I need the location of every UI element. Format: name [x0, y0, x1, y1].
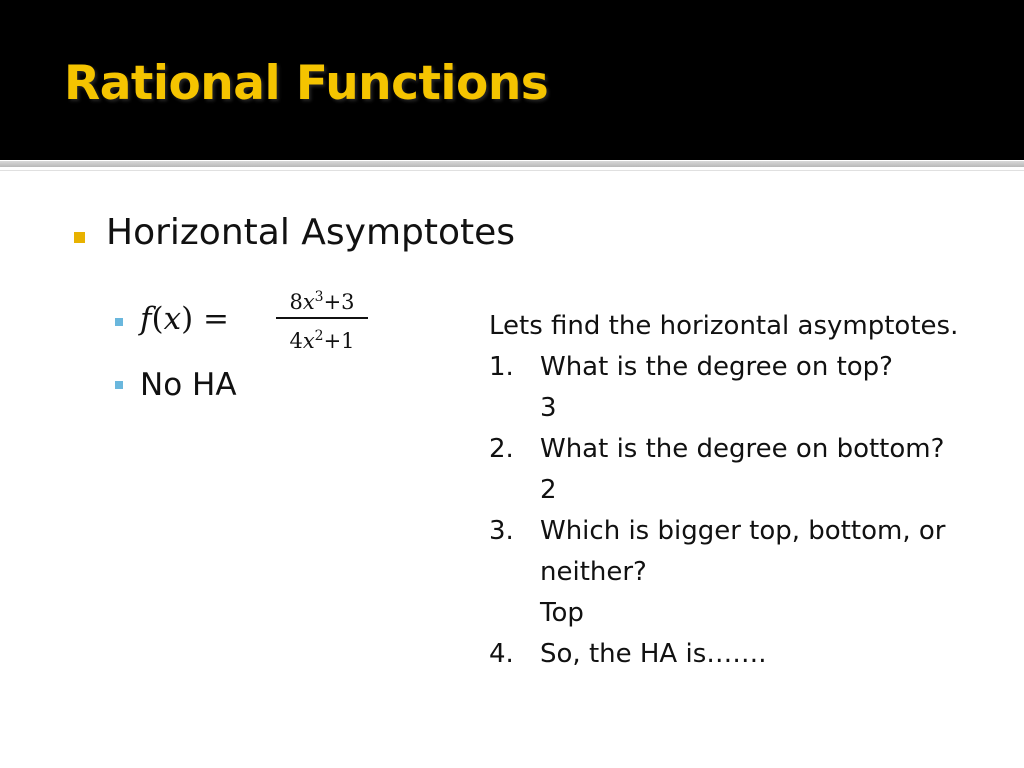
title-bar: [0, 0, 1024, 160]
step-number: 1.: [489, 352, 514, 382]
title-divider-thin: [0, 170, 1024, 171]
step-number: 3.: [489, 516, 514, 546]
equals-sign: =: [203, 301, 230, 337]
step-answer: 3: [540, 393, 557, 423]
steps-intro: Lets find the horizontal asymptotes.: [489, 311, 959, 341]
worked-steps: [489, 306, 999, 675]
step-question: What is the degree on bottom?: [540, 434, 945, 464]
step-question: So, the HA is…….: [540, 639, 767, 669]
step-question: Which is bigger top, bottom, or neither?: [540, 516, 946, 587]
slide-title: Rational Functions: [64, 56, 549, 111]
step-item: [489, 511, 999, 634]
step-number: 2.: [489, 434, 514, 464]
denominator-coefficient: 4: [289, 329, 303, 353]
function-variable: x: [163, 301, 182, 337]
numerator-exponent: 3: [314, 289, 324, 305]
close-paren: ): [181, 301, 194, 337]
step-item: [489, 429, 999, 511]
denominator-variable: x: [302, 329, 315, 353]
function-fraction: [276, 284, 368, 354]
step-question: What is the degree on top?: [540, 352, 893, 382]
step-answer: Top: [540, 598, 584, 628]
sub-bullet-square-icon: [115, 318, 123, 326]
numerator-variable: x: [302, 290, 315, 314]
fraction-numerator: [276, 284, 368, 315]
conclusion-text: No HA: [140, 367, 237, 403]
denominator-constant: +1: [323, 329, 355, 353]
step-item: [489, 347, 999, 429]
function-lhs: [140, 301, 229, 337]
fraction-denominator: [276, 323, 368, 354]
denominator-exponent: 2: [314, 328, 324, 344]
numerator-coefficient: 8: [289, 290, 303, 314]
function-name: f: [140, 301, 152, 337]
step-item: [489, 634, 999, 675]
step-answer: 2: [540, 475, 557, 505]
sub-bullet-square-icon: [115, 381, 123, 389]
numerator-constant: +3: [323, 290, 355, 314]
open-paren: (: [151, 301, 164, 337]
fraction-bar: [276, 317, 368, 319]
title-divider: [0, 161, 1024, 167]
bullet-main-text: Horizontal Asymptotes: [106, 212, 516, 253]
bullet-square-icon: [74, 232, 85, 243]
step-number: 4.: [489, 639, 514, 669]
